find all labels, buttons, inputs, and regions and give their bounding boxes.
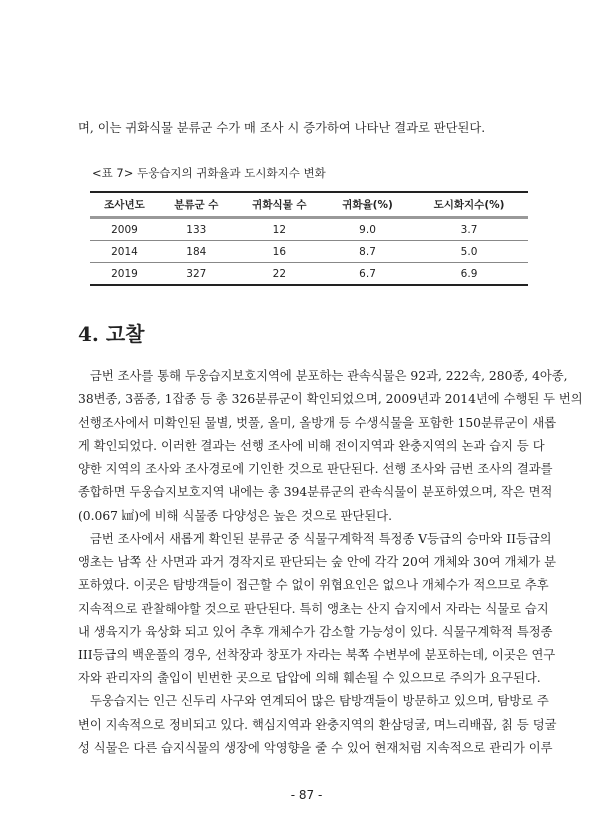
paragraph-line: 지속적으로 관찰해야할 것으로 판단된다. 특히 앵초는 산지 습지에서 자라는 식물로 습지 — [78, 602, 549, 616]
col-header: 귀화율(%) — [325, 192, 410, 218]
table-cell: 2019 — [90, 263, 159, 286]
paragraph-line: 38변종, 3품종, 1잡종 등 총 326분류군이 확인되었으며, 2009년과 2014년에 수행된 두 번의 — [78, 392, 583, 406]
naturalization-table — [90, 191, 528, 286]
page-number: - 87 - — [290, 788, 323, 802]
table-cell: 9.0 — [325, 218, 410, 241]
col-header: 도시화지수(%) — [410, 192, 528, 218]
paragraph-line: 선행조사에서 미확인된 물별, 벗풀, 올미, 올방개 등 수생식물을 포함한 150분류군이 새롭 — [78, 416, 557, 430]
table-cell: 133 — [159, 218, 234, 241]
paragraph-line: (0.067 ㎢)에 비해 식물종 다양성은 높은 것으로 판단된다. — [78, 509, 393, 523]
table-cell: 2014 — [90, 241, 159, 263]
paragraph-line: 자와 관리자의 출입이 빈번한 곳으로 답압에 의해 훼손될 수 있으므로 주의가 요구된다. — [78, 671, 541, 685]
paragraph-line: 금번 조사를 통해 두웅습지보호지역에 분포하는 관속식물은 92과, 222속, 280종, 4아종, — [90, 369, 568, 383]
table-row — [90, 241, 528, 263]
table-row — [90, 218, 528, 241]
table-caption: <표 7> 두웅습지의 귀화율과 도시화지수 변화 — [92, 166, 326, 180]
paragraph-line: 변이 지속적으로 정비되고 있다. 핵심지역과 완충지역의 환삼덩굴, 며느리배꼽, 칡 등 덩굴 — [78, 718, 557, 732]
table-cell: 6.9 — [410, 263, 528, 286]
table-cell: 2009 — [90, 218, 159, 241]
paragraph-line: 금번 조사에서 새롭게 확인된 분류군 중 식물구계학적 특정종 V등급의 승마와 II등급의 — [90, 532, 552, 546]
table-cell: 184 — [159, 241, 234, 263]
col-header: 조사년도 — [90, 192, 159, 218]
table-cell: 327 — [159, 263, 234, 286]
section-heading: 4. 고찰 — [78, 322, 145, 346]
table-cell: 8.7 — [325, 241, 410, 263]
paragraph-line: III등급의 백운풀의 경우, 선착장과 창포가 자라는 북쪽 수변부에 분포하는데, 이곳은 연구 — [78, 648, 556, 662]
intro-text: 며, 이는 귀화식물 분류군 수가 매 조사 시 증가하여 나타난 결과로 판단된다. — [78, 121, 486, 135]
table-row — [90, 263, 528, 286]
table-cell: 3.7 — [410, 218, 528, 241]
col-header: 분류군 수 — [159, 192, 234, 218]
table-cell: 16 — [234, 241, 325, 263]
table-cell: 12 — [234, 218, 325, 241]
paragraph-line: 포하였다. 이곳은 탐방객들이 접근할 수 없이 위협요인은 없으나 개체수가 적으므로 추후 — [78, 578, 549, 592]
paragraph-line: 종합하면 두웅습지보호지역 내에는 총 394분류군의 관속식물이 분포하였으며, 작은 면적 — [78, 485, 553, 499]
col-header: 귀화식물 수 — [234, 192, 325, 218]
paragraph-line: 게 확인되었다. 이러한 결과는 선행 조사에 비해 전이지역과 완충지역의 논과 습지 등 다 — [78, 439, 545, 453]
table-cell: 22 — [234, 263, 325, 286]
table-cell: 5.0 — [410, 241, 528, 263]
table-cell: 6.7 — [325, 263, 410, 286]
paragraph-line: 앵초는 남쪽 산 사면과 과거 경작지로 판단되는 숲 안에 각각 20여 개체와 30여 개체가 분 — [78, 555, 557, 569]
paragraph-line: 두웅습지는 인근 신두리 사구와 연계되어 많은 탐방객들이 방문하고 있으며, 탐방로 주 — [90, 694, 549, 708]
paragraph-line: 성 식물은 다른 습지식물의 생장에 악영향을 줄 수 있어 현재처럼 지속적으로 관리가 이루 — [78, 741, 553, 755]
paragraph-line: 양한 지역의 조사와 조사경로에 기인한 것으로 판단된다. 선행 조사와 금번 조사의 결과를 — [78, 462, 553, 476]
paragraph-line: 내 생육지가 육상화 되고 있어 추후 개체수가 감소할 가능성이 있다. 식물구계학적 특정종 — [78, 625, 553, 639]
